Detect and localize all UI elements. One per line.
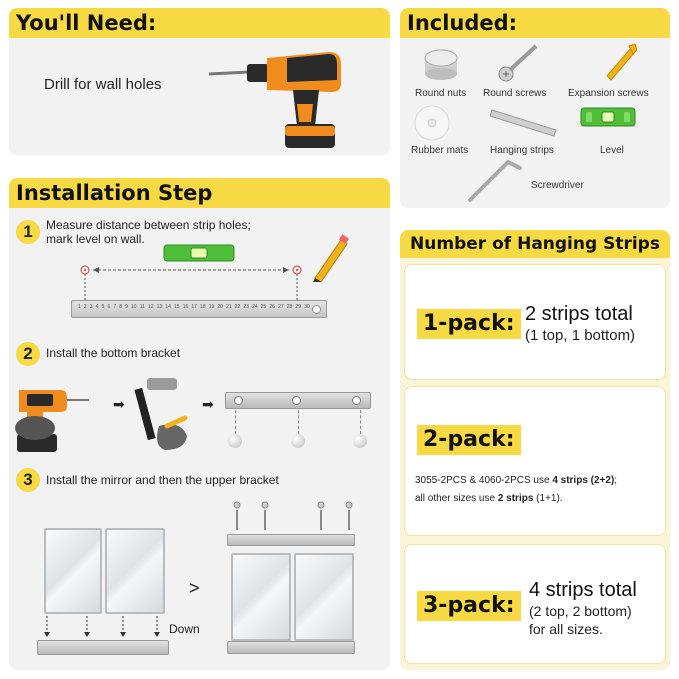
pack-card-3 <box>404 544 666 664</box>
ruler-tick-label: 16 <box>182 304 189 310</box>
included-item-label: Expansion screws <box>568 88 649 99</box>
distance-marks <box>73 262 313 302</box>
included-panel <box>400 8 670 208</box>
nut-icon <box>353 434 367 448</box>
bottom-bracket-strip <box>225 392 371 409</box>
ruler-tick-label: 27 <box>278 304 284 310</box>
pack-3-line1: 4 strips total <box>529 579 637 601</box>
pack-1-line2: (1 top, 1 bottom) <box>525 327 636 344</box>
mirror-panel <box>231 553 291 641</box>
you-will-need-panel <box>9 8 390 155</box>
level-icon <box>580 106 636 128</box>
mirror-panel <box>105 528 165 614</box>
included-item-label: Round nuts <box>415 88 467 99</box>
top-bracket-strip <box>227 534 355 546</box>
ruler-tick-label: 20 <box>217 304 223 310</box>
included-item-label: Level <box>600 145 624 156</box>
pack-3-line2: (2 top, 2 bottom) <box>529 603 632 619</box>
pack-1-line1: 2 strips total <box>525 303 633 325</box>
ruler-tick-label: 10 <box>131 304 137 310</box>
ruler-tick-label: 11 <box>139 304 145 310</box>
drill-in-hand-icon <box>13 384 93 454</box>
pack-2-note-line1: 3055-2PCS & 4060-2PCS use 4 strips (2+2); <box>415 475 618 486</box>
included-title: Included: <box>400 8 670 38</box>
pack-3-label: 3-pack: <box>417 591 521 621</box>
ruler-tick-label: 4 <box>95 304 99 310</box>
included-item-label: Screwdriver <box>531 180 584 191</box>
step-1-text-line2: mark level on wall. <box>46 232 145 246</box>
ruler-tick-label: 14 <box>165 304 171 310</box>
included-item-label: Rubber mats <box>411 145 469 156</box>
round-nut-icon <box>422 44 460 84</box>
arrow-symbol: > <box>189 578 200 598</box>
pack-2-label: 2-pack: <box>417 425 521 455</box>
need-drill-label: Drill for wall holes <box>44 76 162 93</box>
ruler-tick-label: 23 <box>243 304 249 310</box>
nut-icon <box>228 434 242 448</box>
step-1-text-line1: Measure distance between strip holes; <box>46 218 251 232</box>
pencil-icon <box>307 234 349 282</box>
ruler-tick-label: 25 <box>260 304 267 310</box>
dashed-guide-line <box>235 410 236 434</box>
included-item-label: Round screws <box>483 88 547 99</box>
ruler-tick-label: 6 <box>107 304 111 310</box>
installation-panel <box>9 178 390 670</box>
ruler-tick-label: 7 <box>113 304 117 310</box>
hammer-icon <box>125 376 195 454</box>
step-3-number: 3 <box>16 468 40 492</box>
next-arrow-icon: ➡ <box>202 396 214 412</box>
ruler-tick-label: 2 <box>83 304 87 310</box>
step-1-number: 1 <box>16 220 40 244</box>
expansion-screw-icon <box>603 42 637 82</box>
round-screw-icon <box>498 42 540 82</box>
ruler-tick-label: 12 <box>148 304 154 310</box>
ruler-tick-label: 18 <box>200 304 206 310</box>
ruler-tick-label: 19 <box>208 304 215 310</box>
ruler-tick-label: 17 <box>191 304 197 310</box>
step-3-text: Install the mirror and then the upper bracket <box>46 473 279 487</box>
nut-icon <box>291 434 305 448</box>
included-item-label: Hanging strips <box>490 145 554 156</box>
pack-card-2 <box>404 386 666 536</box>
step-2-text: Install the bottom bracket <box>46 346 181 360</box>
ruler-tick-label: 5 <box>101 304 105 310</box>
pack-1-label: 1-pack: <box>417 309 521 339</box>
drill-icon <box>209 44 349 152</box>
hanging-strips-panel <box>400 230 670 670</box>
ruler-tick-label: 1 <box>78 304 81 310</box>
ruler-tick-label: 21 <box>226 304 232 310</box>
ruler-tick-label: 29 <box>295 304 301 310</box>
pack-2-note-line2: all other sizes use 2 strips (1+1). <box>415 493 563 504</box>
step-2-number: 2 <box>16 342 40 366</box>
ruler-ticks <box>78 304 310 316</box>
ruler-tick-label: 24 <box>252 304 258 310</box>
mirror-panel <box>44 528 102 614</box>
ruler-tick-label: 13 <box>156 304 163 310</box>
ruler-tick-label: 28 <box>286 304 293 310</box>
hanging-strip-icon <box>490 104 558 138</box>
dashed-guide-line <box>298 410 299 434</box>
ruler-tick-label: 26 <box>269 304 275 310</box>
down-arrows <box>39 616 169 638</box>
ruler-hole <box>312 305 321 314</box>
level-icon <box>163 244 235 262</box>
hanging-strips-title: Number of Hanging Strips <box>400 230 670 258</box>
screwdriver-icon <box>464 156 534 204</box>
dashed-guide-line <box>360 410 361 434</box>
ruler-tick-label: 22 <box>234 304 241 310</box>
rubber-mat-icon <box>413 104 451 142</box>
installation-title: Installation Step <box>9 178 390 208</box>
ruler-tick-label: 8 <box>119 304 123 310</box>
ruler-tick-label: 3 <box>89 304 93 310</box>
pack-3-line3: for all sizes. <box>529 621 603 637</box>
down-label: Down <box>169 622 200 636</box>
next-arrow-icon: ➡ <box>113 396 125 412</box>
ruler-tick-label: 15 <box>174 304 180 310</box>
ruler-tick-label: 30 <box>304 304 310 310</box>
bottom-bracket-strip <box>37 640 169 655</box>
ruler <box>71 300 327 318</box>
you-will-need-title: You'll Need: <box>9 8 390 38</box>
bottom-bracket-strip <box>227 641 355 654</box>
mirror-panel <box>294 553 354 641</box>
ruler-tick-label: 9 <box>125 304 128 310</box>
pack-card-1 <box>404 264 666 380</box>
